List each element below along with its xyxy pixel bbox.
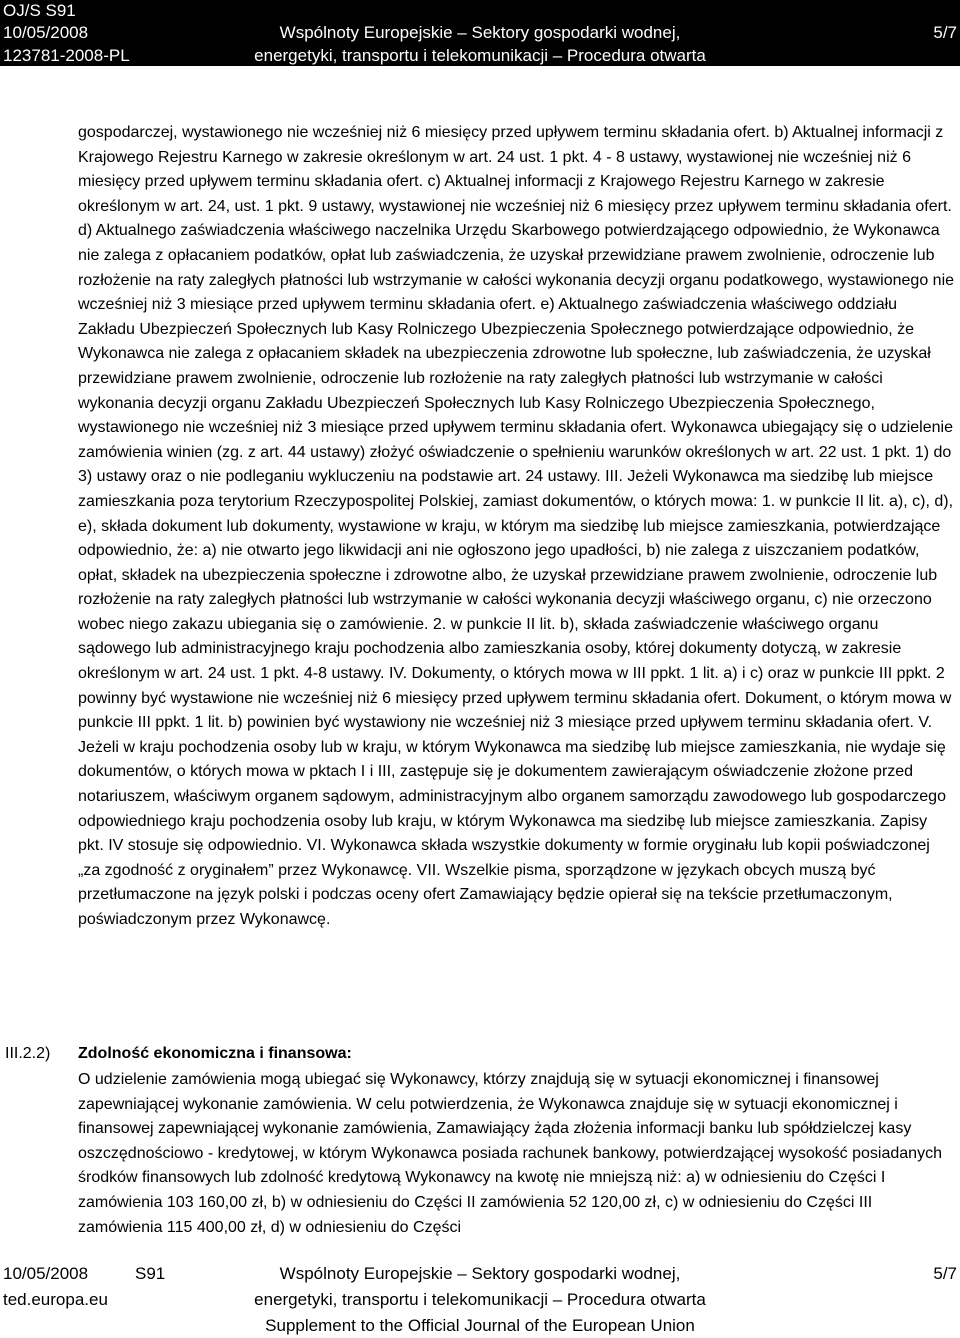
footer-title-line1: Wspólnoty Europejskie – Sektory gospodarki wodnej, [279,1264,681,1283]
footer-site-link[interactable]: ted.europa.eu [3,1290,108,1309]
footer-date: 10/05/2008 [3,1264,89,1283]
notice-id: 123781-2008-PL [3,46,130,65]
header-page-number: 5/7 [933,23,957,42]
body-paragraph-1: gospodarczej, wystawionego nie wcześniej niż 6 miesięcy przed upływem terminu składania ofert. b) Aktualnej informacji z Krajowego Rejestru Karnego w zakresie określonym w art. 24 ust. 1 pkt. 4 - 8 ustawy, wystawionej nie wcześniej niż 6 miesięcy przed upływem terminu składania ofert. c) Aktualnej informacji z Krajowego Rejestru Karnego w zakresie określonym w art. 24, ust. 1 pkt. 9 ustawy, wystawionej nie wcześniej niż 6 miesięcy przez upływem terminu składania ofert. d) Aktualnego zaświadczenia właściwego naczelnika Urzędu Skarbowego potwierdzającego odpowiednio, że Wykonawca nie zalega z opłacaniem podatków, opłat lub zaświadczenia, że uzyskał przewidziane prawem zwolnienie, odroczenie lub rozłożenie na raty zaległych płatności lub wstrzymanie w całości wykonania decyzji organu podatkowego, wystawionego nie wcześniej niż 3 miesiące przed upływem terminu składania ofert. e) Aktualnego zaświadczenia właściwego oddziału Zakładu Ubezpieczeń Społecznych lub Kasy Rolniczego Ubezpieczenia Społecznego potwierdzające odpowiednio, że Wykonawca nie zalega z opłacaniem składek na ubezpieczenia zdrowotne lub społeczne, lub zaświadczenia, że uzyskał przewidziane prawem zwolnienie, odroczenie lub rozłożenie na raty zaległych płatności lub wstrzymanie w całości wykonania decyzji organu Zakładu Ubezpieczeń Społecznych lub Kasy Rolniczego Ubezpieczenia Społecznego, wystawionego nie wcześniej niż 3 miesiące przed upływem terminu składania ofert. Wykonawca ubiegający się o udzielenie zamówienia winien (zg. z art. 44 ustawy) złożyć oświadczenie o spełnieniu warunków określonych w art. 22 ust. 1 pkt. 1) do 3) ustawy oraz o nie podleganiu wykluczeniu na podstawie art. 24 ustawy. III. Jeżeli Wykonawca ma siedzibę lub miejsce zamieszkania poza terytorium Rzeczypospolitej Polskiej, zamiast dokumentów, o których mowa: 1. w punkcie II lit. a), c), d), e), składa dokument lub dokumenty, wystawione w kraju, w którym ma siedzibę lub miejsce zamieszkania, potwierdzające odpowiednio, że: a) nie otwarto jego likwidacji ani nie ogłoszono jego upadłości, b) nie zalega z uiszczaniem podatków, opłat, składek na ubezpieczenia społeczne i zdrowotne albo, że uzyskał przewidziane prawem zwolnienie, odroczenie lub rozłożenie na raty zaległych płatności lub wstrzymanie w całości wykonania decyzji właściwego organu, c) nie orzeczono wobec niego zakazu ubiegania się o zamówienie. 2. w punkcie II lit. b), składa zaświadczenie właściwego organu sądowego lub administracyjnego kraju pochodzenia albo zamieszkania osoby, której dokumenty dotyczą, w zakresie określonym w art. 24 ust. 1 pkt. 4-8 ustawy. IV. Dokumenty, o których mowa w III ppkt. 1 lit. a) i c) oraz w punkcie III ppkt. 2 powinny być wystawione nie wcześniej niż 6 miesięcy przed upływem terminu składania ofert. Dokument, o którym mowa w punkcie III ppkt. 1 lit. b) powinien być wystawiony nie wcześniej niż 3 miesiące przed upływem terminu składania ofert. V. Jeżeli w kraju pochodzenia osoby lub w kraju, w którym Wykonawca ma siedzibę lub miejsce zamieszkania, nie wydaje się dokumentów, o których mowa w pktach I i III, zastępuje się je dokumentem zawierającym oświadczenie złożone przed notariuszem, właściwym organem sądowym, administracyjnym albo organem samorządu zawodowego lub gospodarczego odpowiedniego kraju pochodzenia osoby lub kraju, w którym Wykonawca ma siedzibę lub miejsce zamieszkania. Zapisy pkt. IV stosuje się odpowiednio. VI. Wykonawca składa wszystkie dokumenty w formie oryginału lub kopii poświadczonej „za zgodność z oryginałem” przez Wykonawcę. VII. Wszelkie pisma, sporządzone w językach obcych muszą być przetłumaczone na język polski i podczas oceny ofert Zamawiający będzie opierał się na tekście przetłumaczonym, poświadczonym przez Wykonawcę. [78,124,955,928]
body-paragraph-2: O udzielenie zamówienia mogą ubiegać się Wykonawcy, którzy znajdują się w sytuacji ekonomicznej i finansowej zapewniającej wykonanie zamówienia. W celu potwierdzenia, że Wykonawca znajduje się w sytuacji ekonomicznej i finansowej zapewniającej wykonanie zamówienia, Zamawiający żąda złożenia informacji banku lub spółdzielczej kasy oszczędnościowo - kredytowej, w którym Wykonawca posiada rachunek bankowy, potwierdzającej wysokość posiadanych środków finansowych lub zdolność kredytową Wykonawcy na kwotę nie mniejszą niż: a) w odniesieniu do Części I zamówienia 103 160,00 zł, b) w odniesieniu do Części II zamówienia 52 120,00 zł, c) w odniesieniu do Części III zamówienia 115 400,00 zł, d) w odniesieniu do Części [78,1071,942,1236]
page-footer [0,1262,960,1338]
footer-page-number: 5/7 [933,1264,957,1283]
header-date: 10/05/2008 [3,23,89,42]
footer-issue: S91 [135,1264,166,1283]
section-number: III.2.2) [5,1045,51,1062]
section-heading: Zdolność ekonomiczna i finansowa: [78,1045,352,1062]
journal-label: OJ/S S91 [3,1,76,20]
header-title-line1: Wspólnoty Europejskie – Sektory gospodarki wodnej, [279,23,681,42]
header-title-line2: energetyki, transportu i telekomunikacji – Procedura otwarta [254,46,706,65]
footer-supplement: Supplement to the Official Journal of the European Union [265,1316,695,1335]
footer-title-line2: energetyki, transportu i telekomunikacji – Procedura otwarta [254,1290,706,1309]
page-header [0,0,960,66]
